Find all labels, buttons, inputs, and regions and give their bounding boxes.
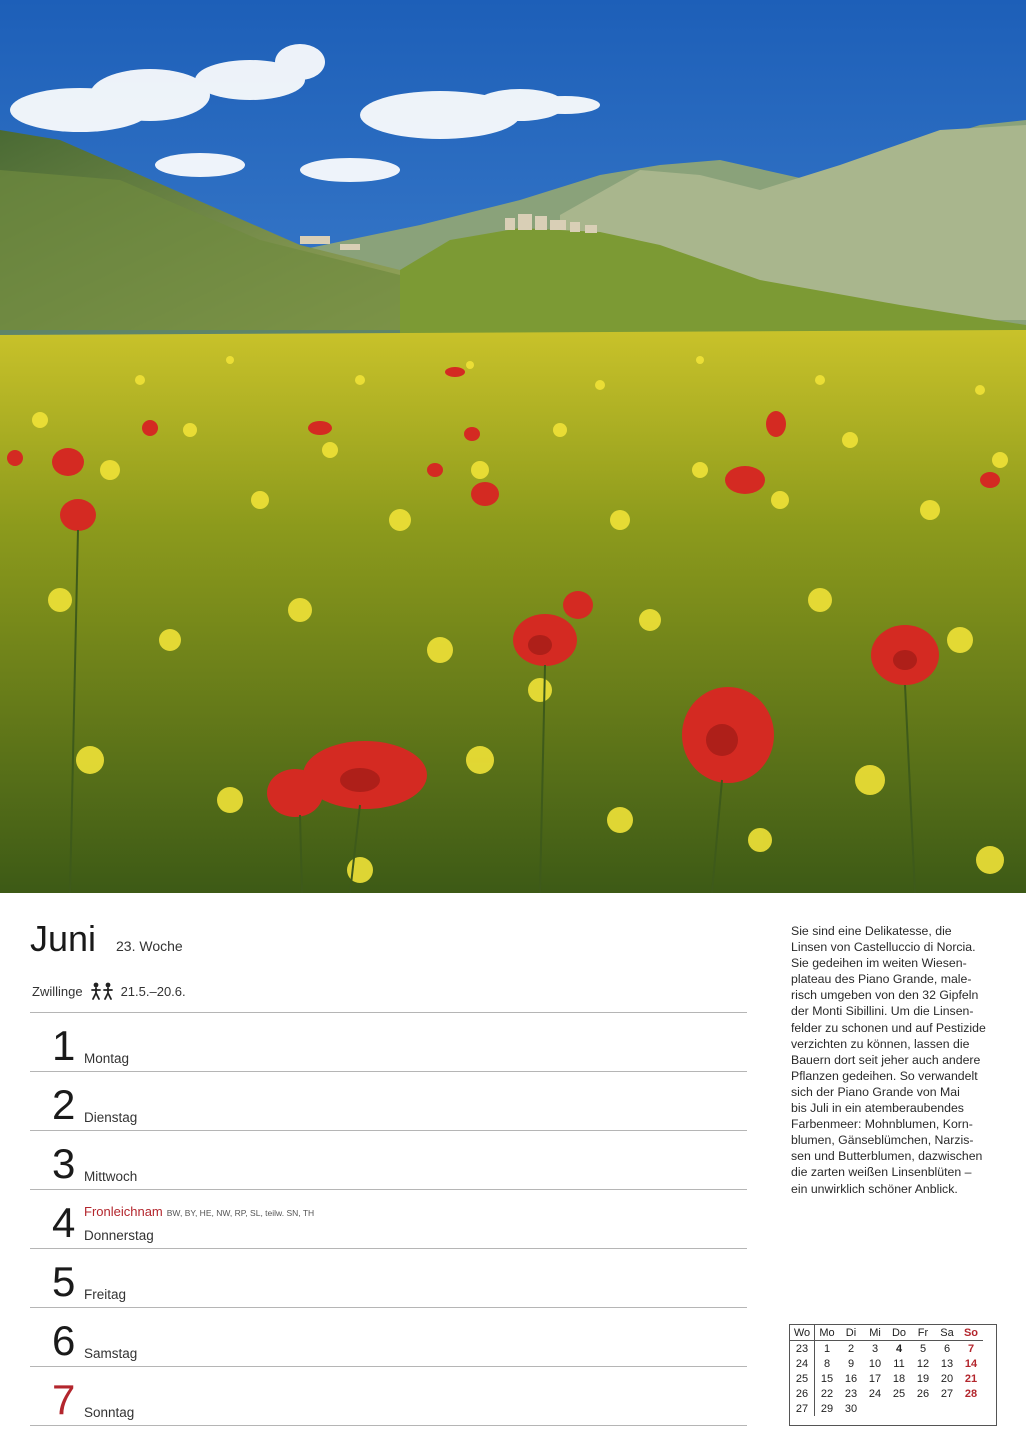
mini-day-sunday: 21 [964, 1372, 978, 1385]
description-line: die zarten weißen Linsenblüten – [791, 1165, 972, 1180]
mini-day: 18 [892, 1372, 906, 1385]
weekday-header: Do [887, 1325, 911, 1341]
zodiac-info [32, 982, 186, 1000]
description-line: risch umgeben von den 32 Gipfeln [791, 988, 979, 1003]
mini-day-sunday [959, 1401, 983, 1416]
holiday-label [84, 1204, 314, 1219]
weekday-header: Fr [911, 1325, 935, 1341]
mini-day [887, 1401, 911, 1416]
mini-day: 8 [823, 1357, 831, 1370]
mini-day: 1 [823, 1342, 831, 1355]
mini-day: 6 [943, 1342, 951, 1355]
mini-day [911, 1401, 935, 1416]
day-number: 1 [52, 1022, 76, 1069]
mini-day: 9 [847, 1357, 855, 1370]
day-name: Dienstag [84, 1110, 138, 1125]
description-line: blumen, Gänseblümchen, Narzis- [791, 1133, 974, 1148]
day-number: 3 [52, 1140, 76, 1187]
mini-day: 17 [868, 1372, 882, 1385]
mini-calendar [790, 1325, 983, 1416]
mini-day: 24 [868, 1387, 882, 1400]
day-number: 6 [52, 1317, 76, 1364]
week-number: 24 [790, 1356, 815, 1371]
photo-description [791, 923, 1001, 1197]
description-line: der Monti Sibillini. Um die Linsen- [791, 1004, 974, 1019]
mini-day: 2 [847, 1342, 855, 1355]
mini-day: 29 [820, 1402, 834, 1415]
mini-day [863, 1401, 887, 1416]
day-row-7[interactable] [30, 1366, 747, 1426]
week-label: 23. Woche [116, 938, 183, 954]
month-title: Juni [30, 918, 97, 959]
mini-day [935, 1401, 959, 1416]
week-number: 27 [790, 1401, 815, 1416]
zodiac-name: Zwillinge [32, 983, 83, 999]
gemini-twins-icon [89, 982, 115, 1000]
week-number: 26 [790, 1386, 815, 1401]
mini-day: 15 [820, 1372, 834, 1385]
day-number: 7 [52, 1376, 76, 1423]
description-line: sen und Butterblumen, dazwischen [791, 1149, 983, 1164]
description-line: verzichten zu können, lassen die [791, 1036, 970, 1051]
day-row-1[interactable] [30, 1012, 747, 1071]
holiday-regions: BW, BY, HE, NW, RP, SL, teilw. SN, TH [166, 1208, 315, 1218]
week-col-header: Wo [790, 1325, 815, 1341]
mini-day: 19 [916, 1372, 930, 1385]
day-row-6[interactable] [30, 1307, 747, 1366]
weekday-header: Mi [863, 1325, 887, 1341]
mini-day: 10 [868, 1357, 882, 1370]
weekday-header: So [959, 1325, 983, 1341]
holiday-name: Fronleichnam [84, 1204, 163, 1219]
mini-calendar-row [790, 1371, 983, 1386]
description-line: bis Juli in ein atemberaubendes [791, 1101, 964, 1116]
mini-day: 26 [916, 1387, 930, 1400]
mini-day: 3 [871, 1342, 879, 1355]
day-number: 2 [52, 1081, 76, 1128]
description-line: Farbenmeer: Mohnblumen, Korn- [791, 1117, 973, 1132]
weekday-header: Mo [815, 1325, 840, 1341]
day-number: 5 [52, 1258, 76, 1305]
mini-day-holiday: 4 [895, 1342, 903, 1355]
day-name: Donnerstag [84, 1228, 154, 1243]
week-number: 23 [790, 1341, 815, 1357]
mini-day: 13 [940, 1357, 954, 1370]
day-row-2[interactable] [30, 1071, 747, 1130]
weekday-header: Di [839, 1325, 863, 1341]
description-line: Sie sind eine Delikatesse, die [791, 924, 952, 938]
description-line: Bauern dort seit jeher auch andere [791, 1052, 981, 1067]
description-line: Linsen von Castelluccio di Norcia. [791, 940, 976, 955]
mini-day: 12 [916, 1357, 930, 1370]
mini-day: 23 [844, 1387, 858, 1400]
mini-day: 5 [919, 1342, 927, 1355]
day-name: Mittwoch [84, 1169, 138, 1184]
mini-calendar-header [790, 1325, 983, 1341]
mini-day: 25 [892, 1387, 906, 1400]
description-line: ein unwirklich schöner Anblick. [791, 1181, 958, 1196]
day-name: Montag [84, 1051, 130, 1066]
mini-day-sunday: 7 [967, 1342, 975, 1355]
day-row-4[interactable] [30, 1189, 747, 1248]
day-number: 4 [52, 1199, 76, 1246]
mini-day-sunday: 14 [964, 1357, 978, 1370]
description-line: plateau des Piano Grande, male- [791, 972, 972, 987]
description-line: Sie gedeihen im weiten Wiesen- [791, 956, 967, 971]
day-name: Freitag [84, 1287, 127, 1302]
day-list [30, 1012, 747, 1426]
mini-day: 30 [844, 1402, 858, 1415]
day-row-3[interactable] [30, 1130, 747, 1189]
day-name: Sonntag [84, 1405, 135, 1420]
mini-calendar-row [790, 1341, 983, 1357]
mini-day: 16 [844, 1372, 858, 1385]
mini-day-sunday: 28 [964, 1387, 978, 1400]
day-row-5[interactable] [30, 1248, 747, 1307]
zodiac-range: 21.5.–20.6. [120, 983, 186, 999]
day-name: Samstag [84, 1346, 138, 1361]
mini-day: 20 [940, 1372, 954, 1385]
mini-day: 11 [893, 1357, 905, 1370]
weekday-header: Sa [935, 1325, 959, 1341]
description-line: sich der Piano Grande von Mai [791, 1084, 960, 1099]
mini-calendar-row [790, 1356, 983, 1371]
mini-day: 27 [940, 1387, 954, 1400]
mini-calendar-row [790, 1386, 983, 1401]
week-number: 25 [790, 1371, 815, 1386]
description-line: Pflanzen gedeihen. So verwandelt [791, 1068, 978, 1083]
description-line: felder zu schonen und auf Pestizide [791, 1020, 986, 1035]
mini-calendar-row [790, 1401, 983, 1416]
mini-day: 22 [820, 1387, 834, 1400]
